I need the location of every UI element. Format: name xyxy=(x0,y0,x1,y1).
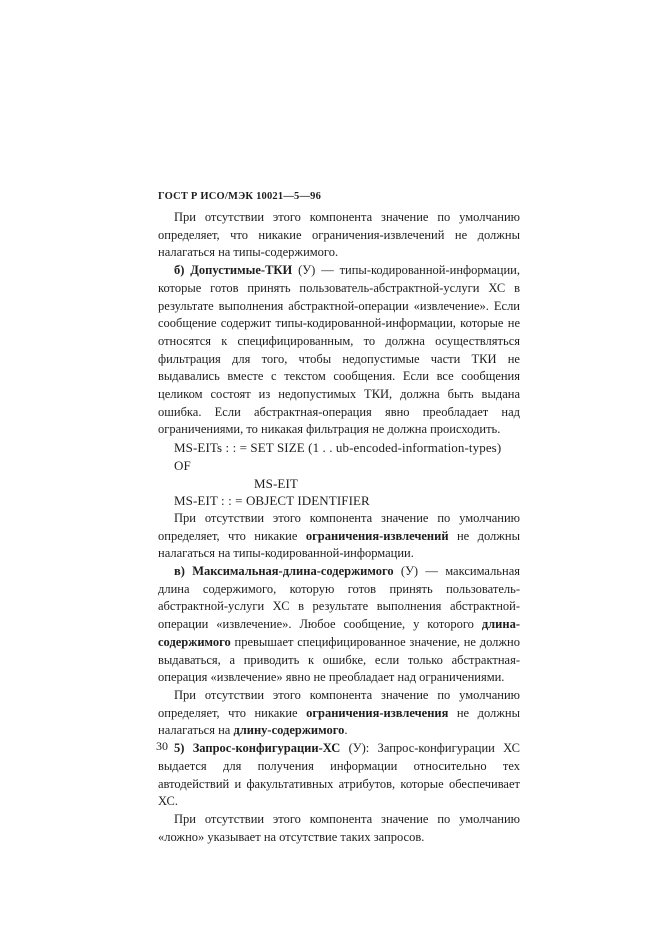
paragraph-permitted-eit-text: (У) — типы-кодированной-информации, которые готов принять пользователь-абстрактной-услуги ХС в результате выполнения абстрактной-операции «извлечение». Если сообщение содержит типы-кодированной-информации, которые не относятся к специфицированным, то должна осуществляться фильтрация для того, чтобы недопустимые части ТКИ не выдавались вместе с текстом сообщения. Если все сообщения целиком состоят из недопустимых ТКИ, должна быть выдана ошибка. Если абстрактная-операция явно преобладает над ограничениями, то никакая фильтрация не должна происходить. xyxy=(158,263,520,437)
term-max-content-length: в) Максимальная-длина-содержимого xyxy=(174,564,394,579)
term-content-length-2: длину-содержимого xyxy=(233,723,345,738)
paragraph-permitted-eit xyxy=(158,262,520,439)
paragraph-default-eit-text-a: При отсутствии этого компонента значение по умолчанию определяет, что никакие xyxy=(158,510,520,543)
paragraph-default-length-text-a: При отсутствии этого компонента значение по умолчанию определяет, что никакие xyxy=(158,687,520,720)
asn1-line-ms-eit-type: MS-EIT xyxy=(254,475,298,491)
paragraph-default-length xyxy=(158,687,520,740)
paragraph-max-content-length-text-a: (У) — максимальная длина содержимого, которую готов принять пользователь-абстрактной-услуги ХС в результате выполнения абстрактной-операции «извлечение». Любое сообщение, у которого xyxy=(158,564,520,632)
term-retrieval-restriction: ограничения-извлечения xyxy=(306,705,449,720)
paragraph-max-content-length-text-b: превышает специфицированное значение, не должно выдаваться, а приводить к ошибке, если только абстрактная-операция «извлечение» явно не преобладает над ограничениями. xyxy=(158,634,520,685)
paragraph-max-content-length xyxy=(158,563,520,687)
term-content-length: длина-содержимого xyxy=(158,617,520,649)
asn1-line-ms-eits: MS-EITs : : = SET SIZE (1 . . ub-encoded-information-types) OF xyxy=(174,440,502,473)
paragraph-ms-config-request-text: (У): Запрос-конфигурации ХС выдается для получения информации относительно тех автодействий и факультативных атрибутов, которые обеспечивает ХС. xyxy=(158,741,520,809)
page-number: 30 xyxy=(156,739,168,753)
paragraph-default-eit xyxy=(158,510,520,563)
asn1-line-ms-eit: MS-EIT : : = OBJECT IDENTIFIER xyxy=(174,493,370,509)
paragraph-default-length-text-c: . xyxy=(344,723,348,738)
paragraph-default-length-text-b: не должны налагаться на xyxy=(158,705,520,738)
paragraph-default-restrictions: При отсутствии этого компонента значение по умолчанию определяет, что никакие ограничения-извлечений не должны налагаться на типы-содержимого. xyxy=(158,210,520,260)
body-text xyxy=(158,209,520,846)
term-ms-config-request: 5) Запрос-конфигурации-ХС xyxy=(174,741,341,756)
paragraph-default-eit-text-b: не должны налагаться на типы-кодированной-информации. xyxy=(158,528,520,561)
term-retrieval-restrictions: ограничения-извлечений xyxy=(305,528,449,543)
paragraph-default-false: При отсутствии этого компонента значение по умолчанию «ложно» указывает на отсутствие таких запросов. xyxy=(158,811,520,844)
running-header: ГОСТ Р ИСО/МЭК 10021—5—96 xyxy=(158,191,322,202)
term-permitted-eit: б) Допустимые-ТКИ xyxy=(174,263,293,278)
paragraph-ms-config-request xyxy=(158,740,520,811)
